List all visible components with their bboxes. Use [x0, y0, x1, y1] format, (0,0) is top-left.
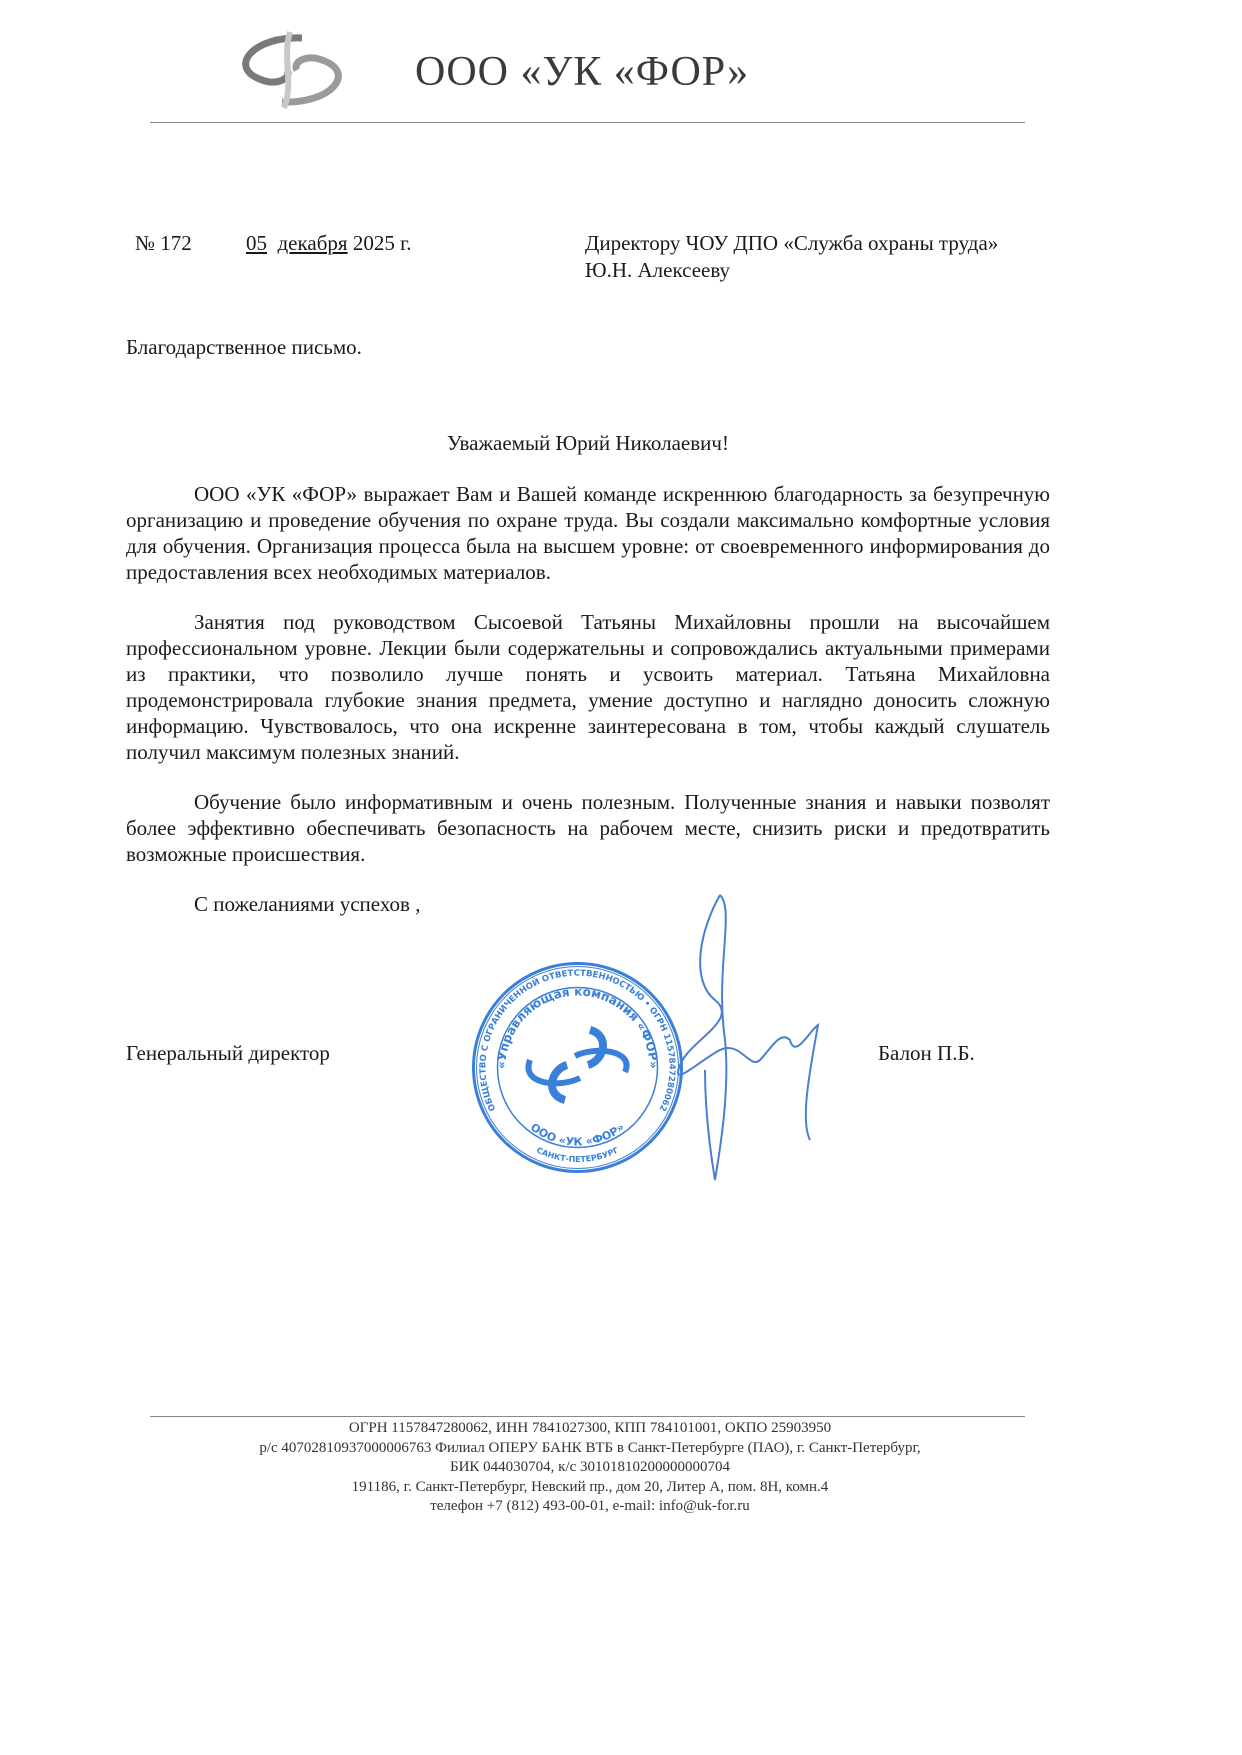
footer-line-ogrn: ОГРН 1157847280062, ИНН 7841027300, КПП 784101001, ОКПО 25903950	[348, 1420, 832, 1436]
signature-scribble	[660, 890, 830, 1190]
addressee-line2: Ю.Н. Алексееву	[585, 258, 731, 282]
stamp-outer-text: ОБЩЕСТВО С ОГРАНИЧЕННОЙ ОТВЕТСТВЕННОСТЬЮ • ОГРН 1157847280062	[478, 968, 677, 1113]
stamp-city-text: САНКТ-ПЕТЕРБУРГ	[535, 1145, 620, 1165]
signatory-name: Балон П.Б.	[878, 1041, 975, 1065]
date-day: 05	[246, 231, 267, 255]
paragraph-2: Занятия под руководством Сысоевой Татьяны Михайловны прошли на высочайшем профессиональном уровне. Лекции были содержательны и сопровождались актуальными примерами из практики, что позволило лучше понять и усвоить материал. Татьяна Михайловна продемонстрировала глубокие знания предмета, умение доступно и наглядно доносить сложную информацию. Чувствовалось, что она искренне заинтересована в том, чтобы каждый слушатель получил максимум полезных знаний.	[126, 610, 1050, 764]
footer-line-bank: р/с 40702810937000006763 Филиал ОПЕРУ БАНК ВТБ в Санкт-Петербурге (ПАО), г. Санкт-Петербург,	[259, 1439, 921, 1456]
footer-requisites	[150, 1419, 1030, 1517]
letter-subject: Благодарственное письмо.	[126, 335, 362, 359]
addressee-line1: Директору ЧОУ ДПО «Служба охраны труда»	[585, 231, 999, 255]
paragraph-3: Обучение было информативным и очень полезным. Полученные знания и навыки позволят более эффективно обеспечивать безопасность на рабочем месте, снизить риски и предотвратить возможные происшествия.	[126, 790, 1050, 866]
closing: С пожеланиями успехов ,	[194, 892, 421, 916]
company-title: ООО «УК «ФОР»	[415, 49, 750, 95]
date-month: декабря	[277, 231, 348, 255]
signatory-position: Генеральный директор	[126, 1041, 330, 1065]
stamp-inner-text: «Управляющая компания «ФОР»	[494, 984, 661, 1070]
greeting: Уважаемый Юрий Николаевич!	[447, 431, 729, 455]
footer-line-bik: БИК 044030704, к/с 30101810200000000704	[449, 1459, 731, 1475]
footer-divider	[150, 1416, 1025, 1417]
footer-line-address: 191186, г. Санкт-Петербург, Невский пр., дом 20, Литер А, пом. 8Н, комн.4	[351, 1478, 829, 1495]
svg-text:ООО «УК «ФОР»	[528, 1121, 627, 1149]
letter-body	[126, 481, 1050, 917]
company-stamp	[470, 960, 685, 1175]
date-year: 2025 г.	[352, 231, 412, 255]
letter-date	[246, 230, 412, 256]
paragraph-1: ООО «УК «ФОР» выражает Вам и Вашей команде искреннюю благодарность за безупречную организацию и проведение обучения по охране труда. Вы создали максимально комфортные условия для обучения. Организация процесса была на высшем уровне: от своевременного информирования до предоставления всех необходимых материалов.	[126, 482, 1050, 584]
footer-line-contacts: телефон +7 (812) 493-00-01, e-mail: info@uk-for.ru	[430, 1498, 750, 1514]
header-divider	[150, 122, 1025, 123]
stamp-bottom-text: ООО «УК «ФОР»	[528, 1120, 627, 1149]
company-logo	[232, 28, 354, 112]
letter-number: № 172	[135, 231, 192, 255]
